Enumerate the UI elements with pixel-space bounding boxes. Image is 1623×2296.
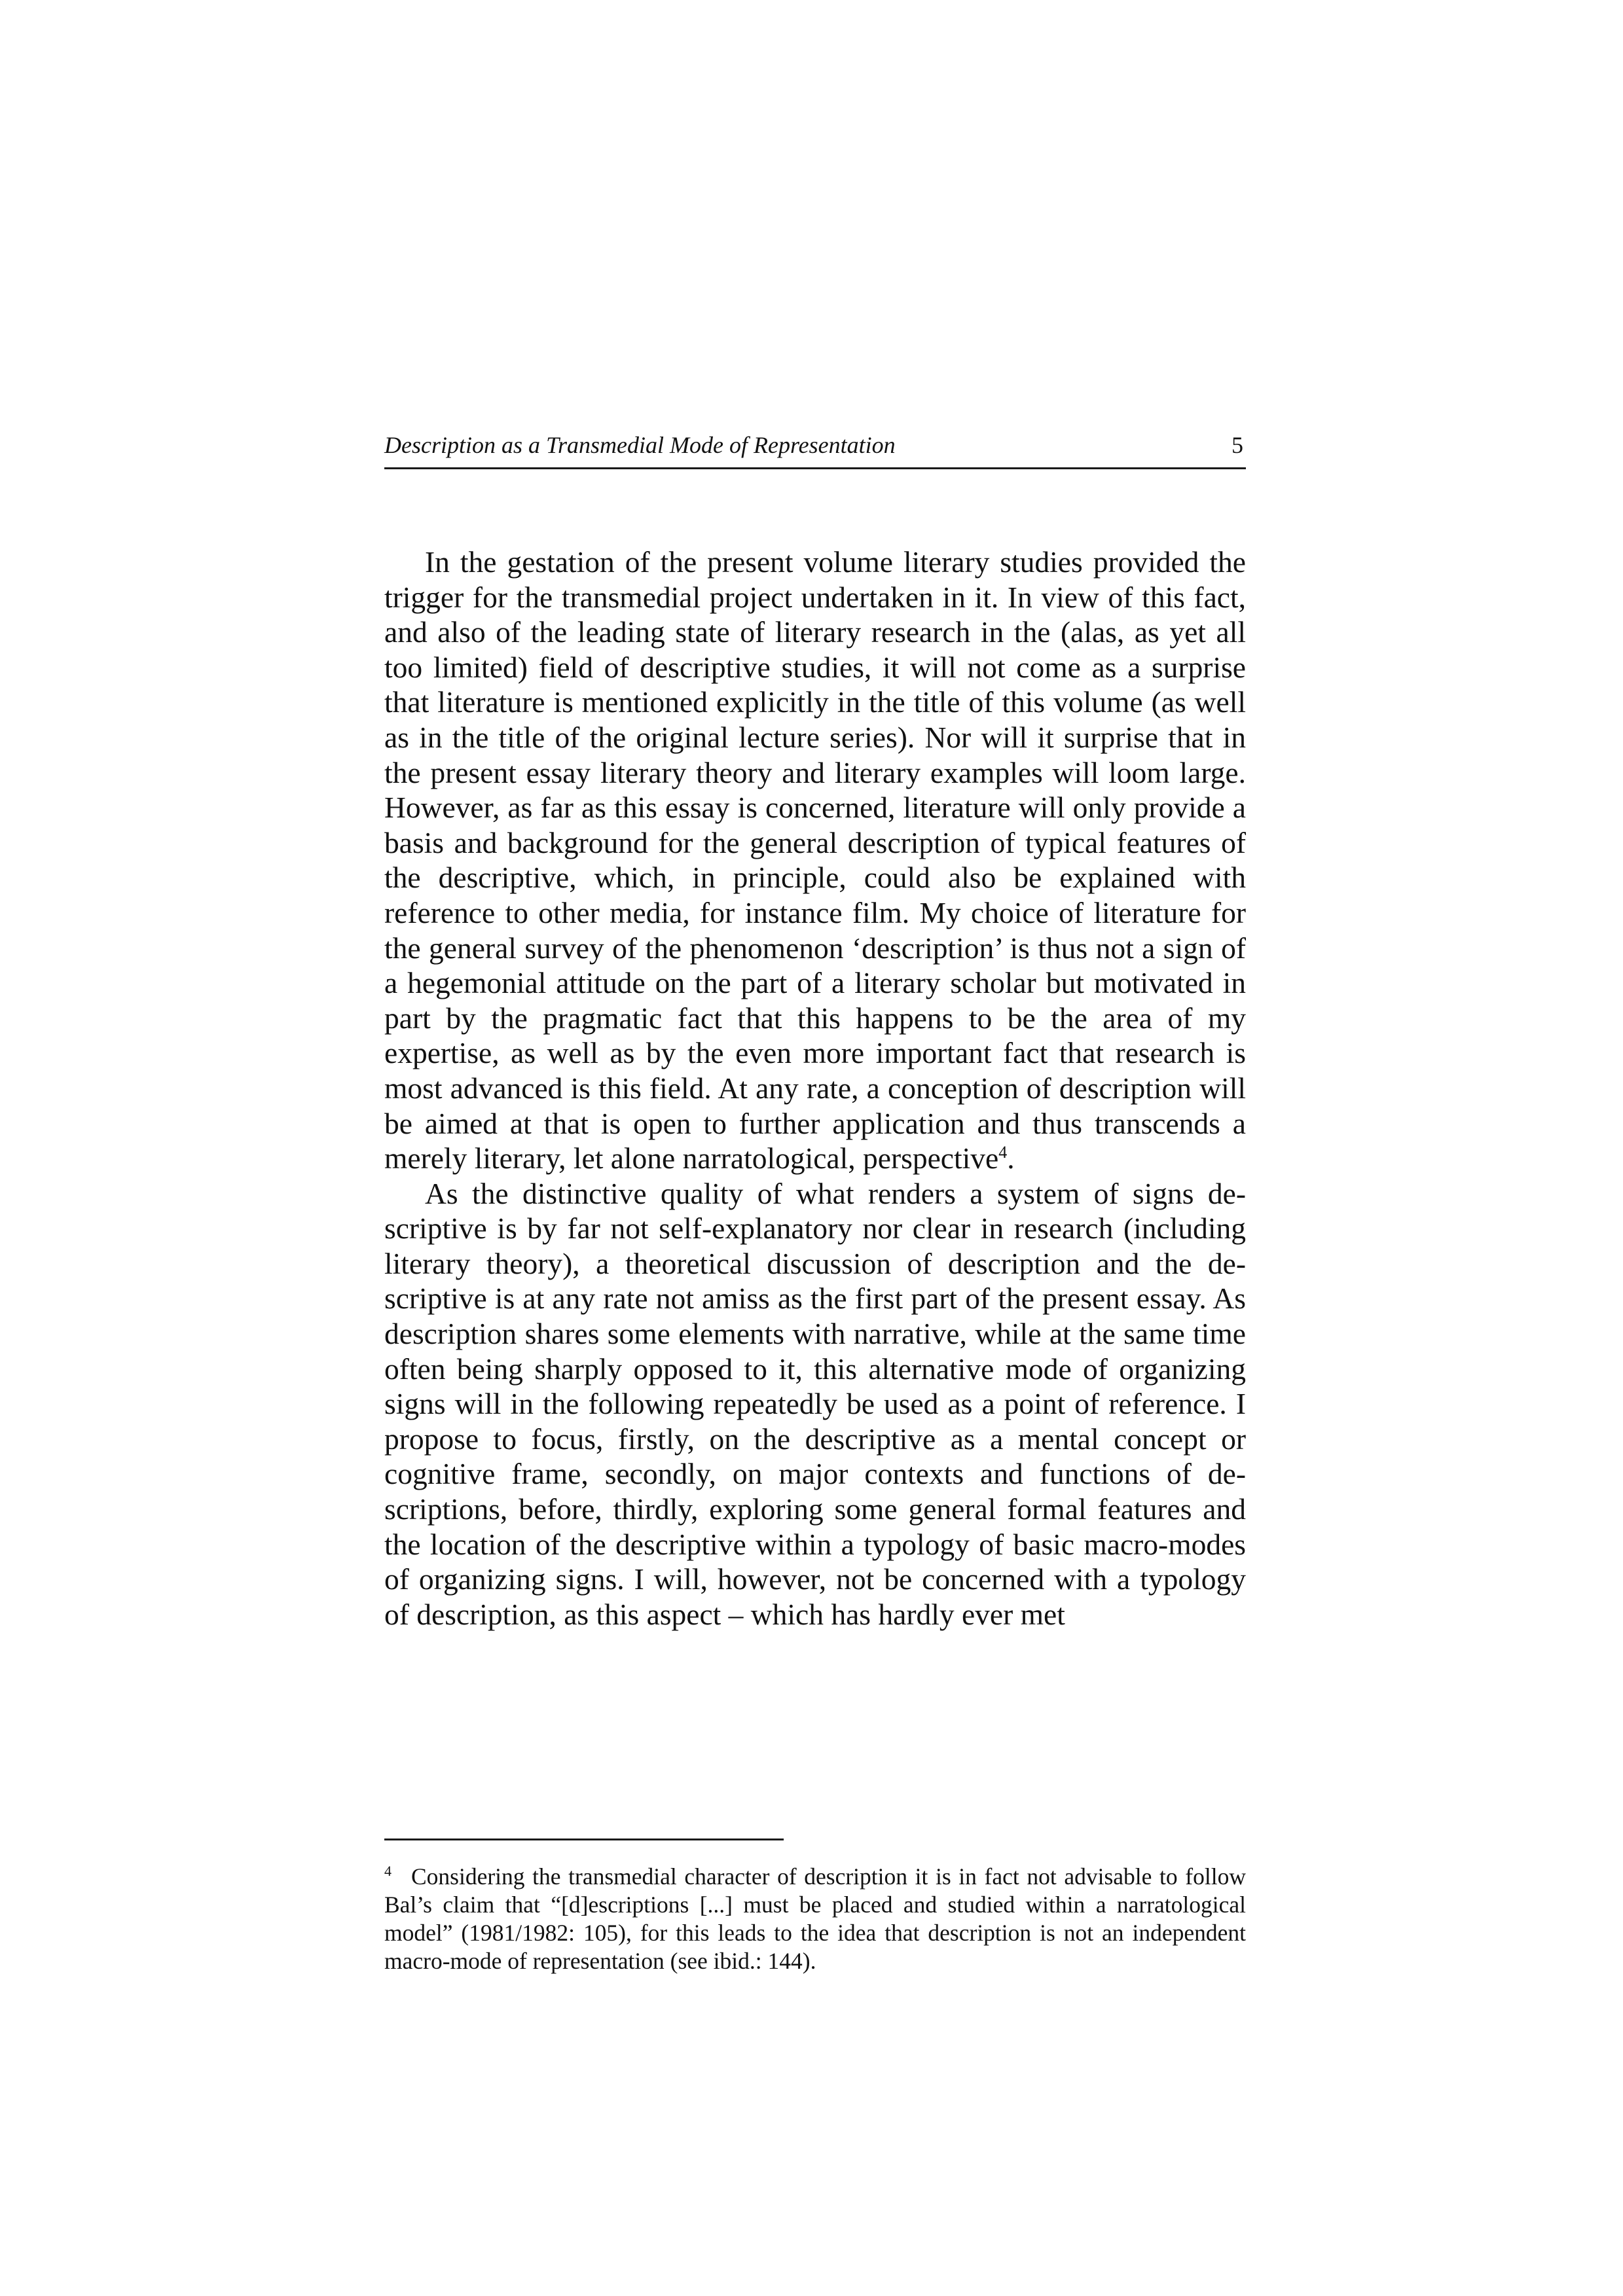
paragraph: As the distinctive quality of what renders a system of signs descriptive is by far not self-explanatory nor clear in research (including literary theory), a theoretical discussion of description and the descriptive is at any rate not amiss as the first part of the present essay. As description shares some elements with narrative, while at the same time often being sharply opposed to it, this alternative mode of organizing signs will in the following repeatedly be used as a point of reference. I propose to focus, firstly, on the descriptive as a mental concept or cognitive frame, secondly, on major contexts and functions of descriptions, before, thirdly, exploring some general formal features and the location of the descriptive within a typology of basic macro-modes of organizing signs. I will, however, not be concerned with a typology of description, as this aspect – which has hardly ever met: [384, 1176, 1246, 1631]
paragraph-text: In the gestation of the present volume literary studies provided the trigger for the transmedial project undertaken in it. In view of this fact, and also of the leading state of literary research in the (alas, as yet all too limited) field of descriptive studies, it will not come as a surprise that literature is mentioned explicitly in the title of this volume (as well as in the title of the original lecture series). Nor will it surprise that in the present essay literary theory and literary examples will loom large. However, as far as this essay is concerned, literature will only provide a basis and background for the general description of typical features of the descriptive, which, in principle, could also be explained with reference to other media, for instance film. My choice of literature for the general survey of the phenomenon ‘description’ is thus not a sign of a hegemonial attitude on the part of a literary scholar but motivated in part by the pragmatic fact that this happens to be the area of my expertise, as well as by the even more important fact that research is most advanced is this field. At any rate, a conception of description will be aimed at that is open to further application and thus transcends a merely literary, let alone narratological, perspective: [384, 545, 1246, 1175]
footnote-text: Considering the transmedial character of description it is in fact not advisable to follow Bal’s claim that “[d]escriptions [...] must be placed and studied within a narratological model” (1981/1982: 105), for this leads to the idea that description is not an independent macro-mode of representation (see ibid.: 144).: [384, 1863, 1246, 1974]
footnote-separator: [384, 1839, 784, 1840]
footnote: [384, 1863, 1246, 1975]
running-title: Description as a Transmedial Mode of Representation: [384, 432, 896, 458]
paragraph: [384, 545, 1246, 1176]
footnote-reference[interactable]: 4: [998, 1142, 1008, 1162]
footnote-marker: 4: [384, 1863, 392, 1880]
main-text: [384, 545, 1246, 1632]
running-header: [384, 429, 1246, 469]
page-number: 5: [1231, 432, 1243, 458]
paragraph-end-punctuation: .: [1007, 1141, 1015, 1175]
